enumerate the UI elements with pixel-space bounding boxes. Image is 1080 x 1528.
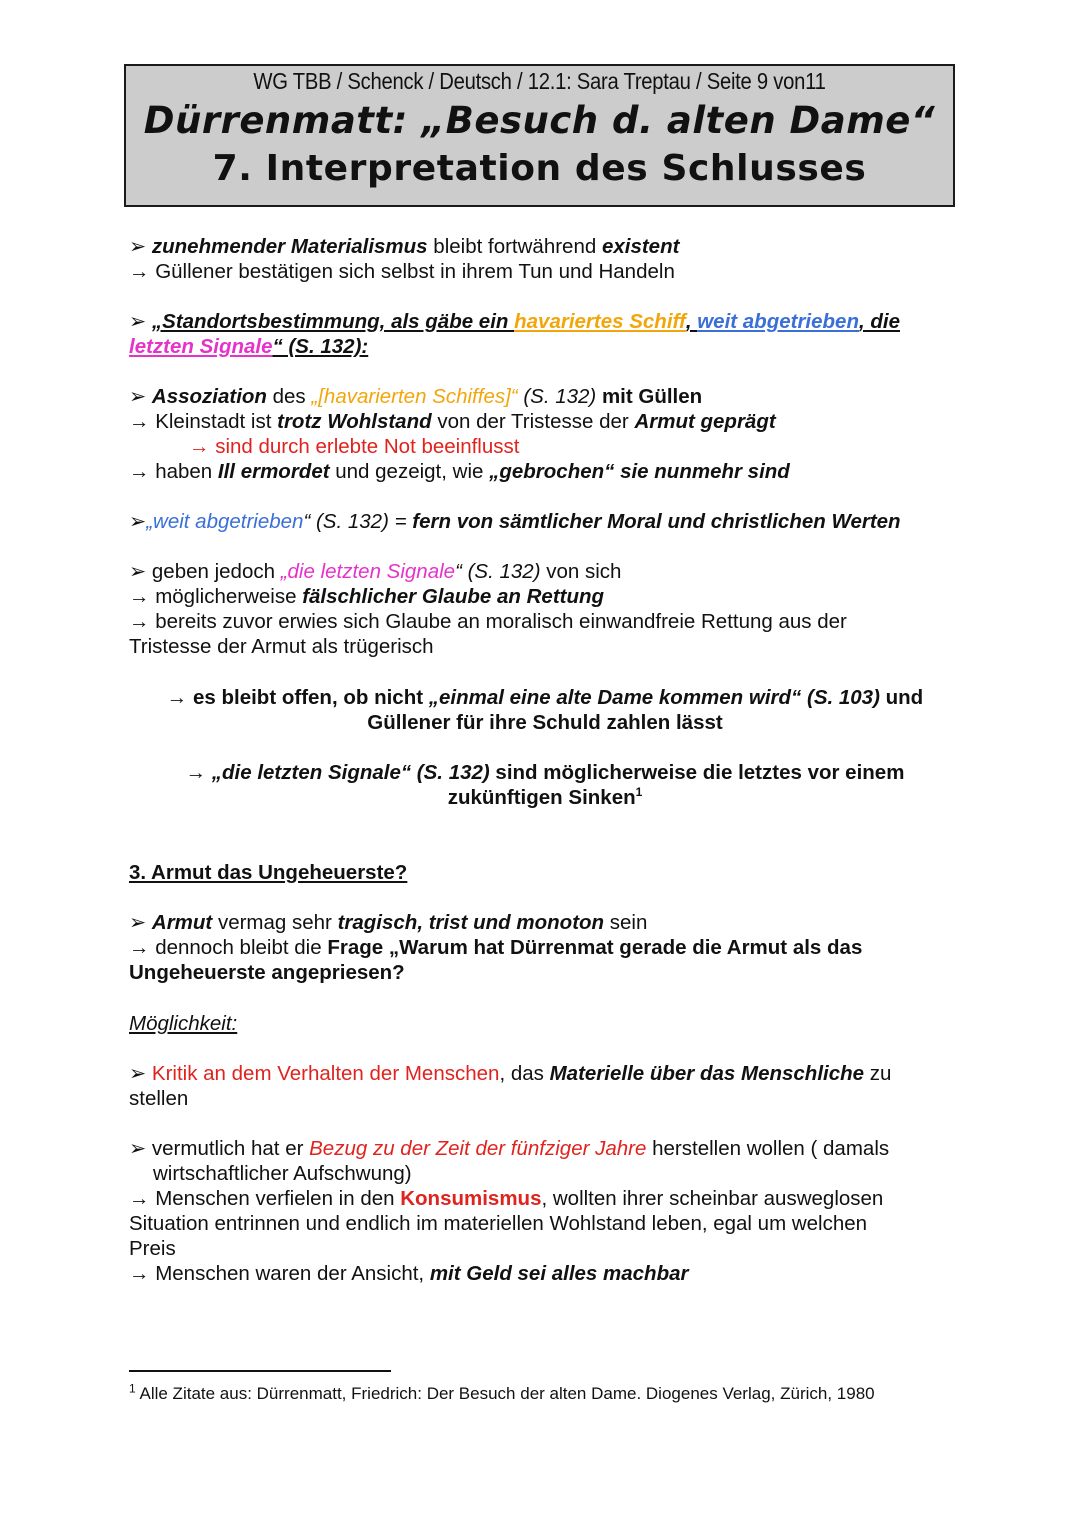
- arrow-truegerisch: → bereits zuvor erwies sich Glaube an moralisch einwandfreie Rettung aus der Tristesse der Armut als trügerisch: [129, 610, 847, 658]
- moeglichkeit-label: Möglichkeit:: [129, 1012, 238, 1035]
- arrow-icon: →: [129, 410, 150, 433]
- arrow-icon: →: [129, 585, 150, 608]
- page-title: Dürrenmatt: „Besuch d. alten Dame“: [143, 99, 936, 142]
- arrow-icon: →: [189, 435, 210, 458]
- conclusion-offen: → es bleibt offen, ob nicht „einmal eine alte Dame kommen wird“ (S. 103) und Güllener für ihre Schuld zahlen lässt: [166, 686, 924, 734]
- bullet-icon: ➢: [129, 235, 147, 258]
- arrow-icon: →: [129, 1262, 150, 1285]
- arrow-kleinstadt: → Kleinstadt ist trotz Wohlstand von der Tristesse der Armut geprägt: [129, 410, 776, 433]
- footnote-ref: 1: [635, 785, 643, 800]
- header-meta: WG TBB / Schenck / Deutsch / 12.1: Sara Treptau / Seite 9 von11: [253, 68, 826, 94]
- title-box: [124, 64, 955, 207]
- arrow-not: → sind durch erlebte Not beeinflusst: [189, 435, 520, 458]
- quote-heading-cont: letzten Signale“ (S. 132):: [129, 335, 369, 358]
- arrow-geld: → Menschen waren der Ansicht, mit Geld sei alles machbar: [129, 1262, 689, 1285]
- arrow-icon: →: [129, 1187, 150, 1210]
- bullet-icon: ➢: [129, 310, 147, 333]
- arrow-icon: →: [166, 686, 188, 709]
- bullet-icon: ➢: [129, 911, 147, 934]
- bullet-icon: ➢: [129, 560, 147, 583]
- bullet-materialismus: ➢ zunehmender Materialismus bleibt fortwährend existent: [129, 235, 680, 258]
- bullet-icon: ➢: [129, 1062, 147, 1085]
- arrow-icon: →: [129, 260, 150, 283]
- bullet-icon: ➢: [129, 1137, 147, 1160]
- arrow-icon: →: [129, 936, 150, 959]
- arrow-icon: →: [185, 761, 207, 784]
- footnote-number: 1: [129, 1381, 136, 1396]
- arrow-gueller: → Güllener bestätigen sich selbst in ihrem Tun und Handeln: [129, 260, 675, 283]
- bullet-armut: ➢ Armut vermag sehr tragisch, trist und monoton sein: [129, 911, 648, 934]
- bullet-icon: ➢: [129, 385, 147, 408]
- page-subtitle: 7. Interpretation des Schlusses: [212, 148, 867, 189]
- arrow-frage: → dennoch bleibt die Frage „Warum hat Dürrenmat gerade die Armut als das Ungeheuerste angepriesen?: [129, 936, 863, 984]
- arrow-konsumismus: → Menschen verfielen in den Konsumismus, wollten ihrer scheinbar ausweglosen Situation entrinnen und endlich im materiellen Wohlstand leben, egal um welchen Preis: [129, 1187, 884, 1260]
- footnote-text: Alle Zitate aus: Dürrenmatt, Friedrich: Der Besuch der alten Dame. Diogenes Verlag, Zürich, 1980: [139, 1384, 875, 1403]
- footnote-separator: [129, 1370, 391, 1372]
- bullet-fuenfziger: ➢ vermutlich hat er Bezug zu der Zeit der fünfziger Jahre herstellen wollen ( damals wirtschaftlicher Aufschwung): [129, 1137, 890, 1185]
- quote-heading: ➢ „Standortsbestimmung, als gäbe ein havariertes Schiff, weit abgetrieben, die: [129, 310, 900, 333]
- bullet-abgetrieben: ➢„weit abgetrieben“ (S. 132) = fern von sämtlicher Moral und christlichen Werten: [129, 510, 901, 533]
- bullet-kritik: ➢ Kritik an dem Verhalten der Menschen, das Materielle über das Menschliche zu stellen: [129, 1062, 892, 1110]
- section-heading-3: 3. Armut das Ungeheuerste?: [129, 861, 408, 884]
- arrow-icon: →: [129, 460, 150, 483]
- footnote: [129, 1381, 875, 1404]
- arrow-ill: → haben Ill ermordet und gezeigt, wie „gebrochen“ sie nunmehr sind: [129, 460, 790, 483]
- arrow-icon: →: [129, 610, 150, 633]
- arrow-rettung: → möglicherweise fälschlicher Glaube an Rettung: [129, 585, 605, 608]
- bullet-assoziation: ➢ Assoziation des „[havarierten Schiffes]“ (S. 132) mit Güllen: [129, 385, 703, 408]
- conclusion-sinken: → „die letzten Signale“ (S. 132) sind möglicherweise die letztes vor einem zukünftigen Sinken$^1$: [185, 761, 905, 809]
- bullet-signale: ➢ geben jedoch „die letzten Signale“ (S. 132) von sich: [129, 560, 622, 583]
- bullet-icon: ➢: [129, 510, 147, 533]
